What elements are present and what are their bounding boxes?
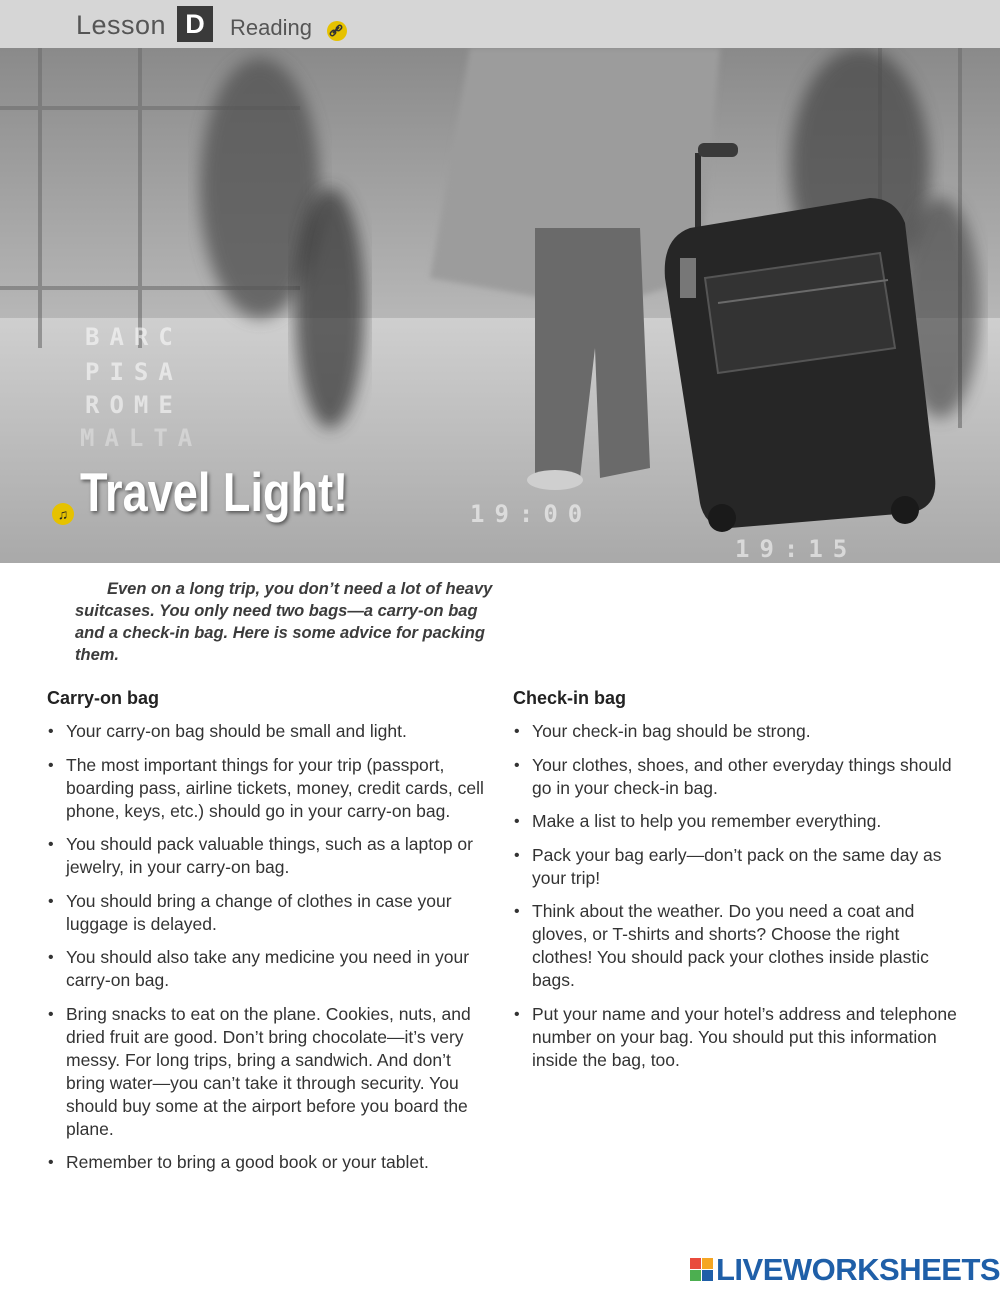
list-item: • Remember to bring a good book or your tablet. (47, 1151, 492, 1174)
link-icon[interactable] (327, 21, 347, 41)
music-note-icon[interactable]: ♫ (52, 503, 74, 525)
carry-on-list (47, 720, 492, 1185)
departure-board-line: PISA (85, 358, 183, 386)
check-in-list (513, 720, 963, 1082)
lesson-header (0, 0, 1000, 48)
list-item: • You should bring a change of clothes in case your luggage is delayed. (47, 890, 492, 936)
article-title: Travel Light! (80, 461, 349, 523)
list-item: • Your carry-on bag should be small and light. (47, 720, 492, 743)
list-item: • You should also take any medicine you need in your carry-on bag. (47, 946, 492, 992)
logo-text: LIVEWORKSHEETS (716, 1252, 1000, 1287)
list-item: • Your check-in bag should be strong. (513, 720, 963, 743)
list-item: • Put your name and your hotel’s address and telephone number on your bag. You should put this information inside the bag, too. (513, 1003, 963, 1072)
list-item: • The most important things for your trip (passport, boarding pass, airline tickets, money, credit cards, cell phone, keys, etc.) should go in your carry-on bag. (47, 754, 492, 823)
departure-board-time: 19:00 (470, 500, 593, 528)
list-item: • You should pack valuable things, such as a laptop or jewelry, in your carry-on bag. (47, 833, 492, 879)
logo-grid-icon (690, 1258, 714, 1282)
lesson-letter-badge: D (177, 6, 213, 42)
intro-paragraph: Even on a long trip, you don’t need a lot of heavy suitcases. You only need two bags—a carry-on bag and a check-in bag. Here is some advice for packing them. (75, 580, 493, 664)
list-item: • Pack your bag early—don’t pack on the same day as your trip! (513, 844, 963, 890)
carry-on-heading: Carry-on bag (47, 688, 160, 708)
list-item: • Your clothes, shoes, and other everyday things should go in your check-in bag. (513, 754, 963, 800)
departure-board-line: MALTA (80, 424, 203, 452)
list-item: • Think about the weather. Do you need a coat and gloves, or T-shirts and shorts? Choose the right clothes! You should pack your clothes inside plastic bags. (513, 900, 963, 992)
list-item: • Make a list to help you remember everything. (513, 810, 963, 833)
check-in-heading: Check-in bag (513, 688, 627, 708)
departure-board-time: 19:15 (735, 535, 858, 563)
section-name: Reading (230, 15, 312, 40)
hero-photo (0, 48, 1000, 563)
list-item: • Bring snacks to eat on the plane. Cookies, nuts, and dried fruit are good. Don’t bring chocolate—it’s very messy. For long trips, bring a sandwich. And don’t bring water—you can’t take it through security. You should buy some at the airport before you board the plane. (47, 1003, 492, 1141)
departure-board-line: ROME (85, 391, 183, 419)
departure-board-line: BARC (85, 323, 183, 351)
lesson-label: Lesson (76, 10, 167, 40)
